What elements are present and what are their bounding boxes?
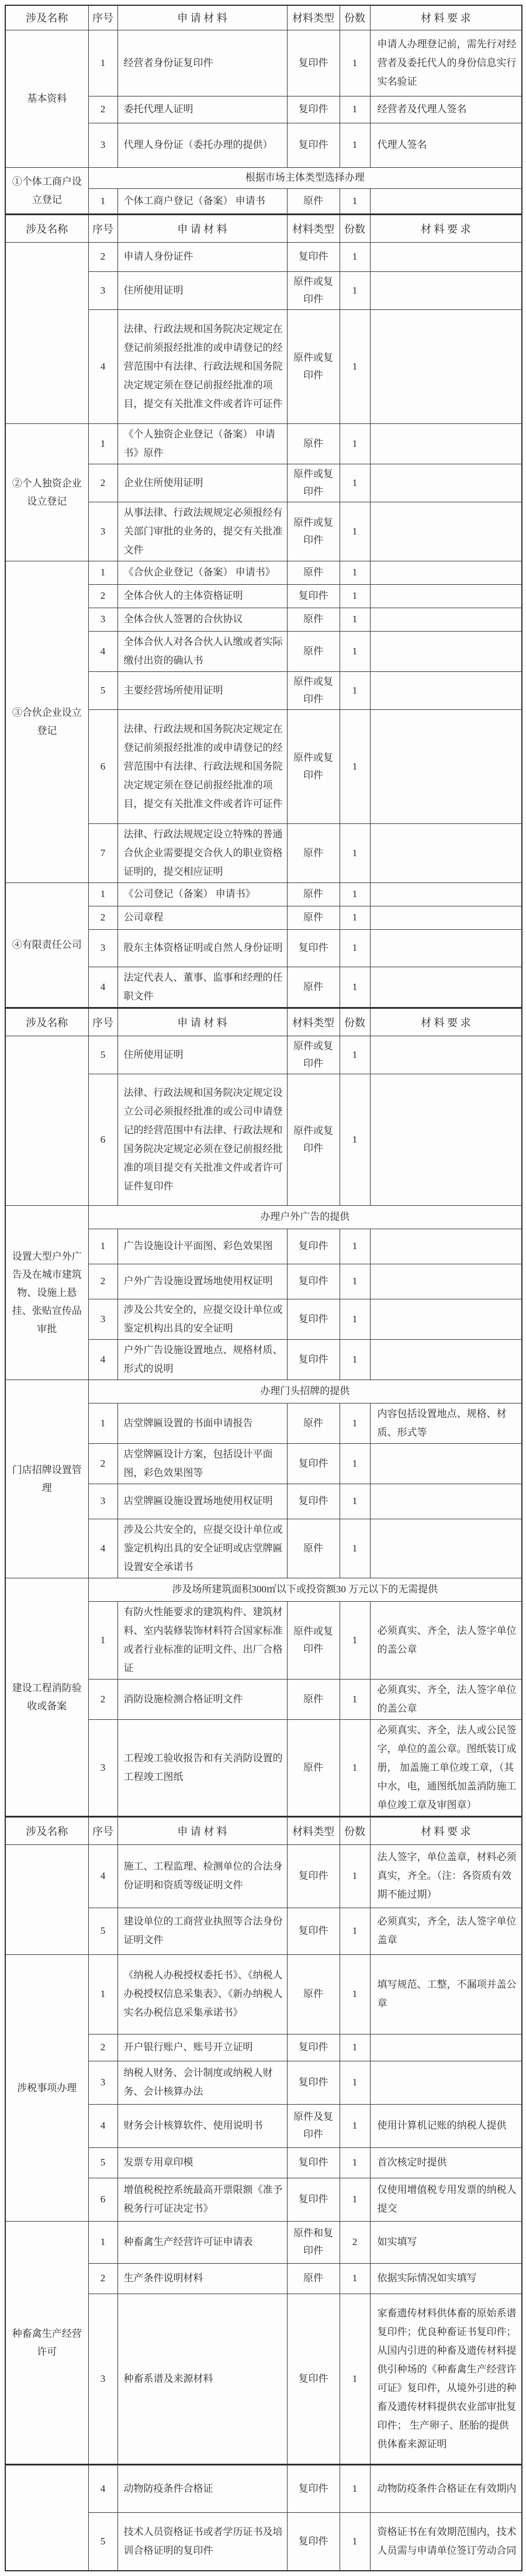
column-header-row	[5, 1816, 522, 1844]
seq-number-cell: 5	[88, 1036, 117, 1074]
requirement-cell	[370, 967, 522, 1008]
material-name-cell: 户外广告设施设置地点、规格材质、形式的说明	[117, 1339, 287, 1380]
requirement-cell: 申请人办理登记前，需先行对经营者及委托代人的身份信息实行实名验证	[370, 30, 522, 96]
column-header-5: 份数	[340, 1816, 370, 1844]
seq-number-cell: 3	[88, 502, 117, 561]
requirement-cell: 填写规范、工整，不漏项并盖公章	[370, 1954, 522, 2034]
material-row	[5, 30, 522, 96]
requirement-cell: 动物防疫条件合格证在有效期内	[370, 2464, 522, 2512]
column-header-5: 份数	[340, 214, 370, 242]
requirement-cell	[370, 188, 522, 214]
requirement-cell	[370, 561, 522, 584]
requirement-cell: 使用计算机记账的纳税人提供	[370, 2104, 522, 2147]
copies-cell: 1	[340, 502, 370, 561]
copies-cell: 1	[340, 709, 370, 823]
copies-cell: 1	[340, 929, 370, 967]
material-type-cell: 复印件	[287, 1844, 340, 1908]
material-type-cell: 复印件	[287, 30, 340, 96]
copies-cell: 1	[340, 1264, 370, 1299]
material-name-cell: 《个人独资企业登记（备案） 申请书》原件	[117, 423, 287, 464]
copies-cell: 1	[340, 1908, 370, 1954]
copies-cell: 1	[340, 123, 370, 167]
seq-number-cell: 2	[88, 1679, 117, 1719]
copies-cell: 1	[340, 2294, 370, 2464]
material-type-cell: 原件或复印件	[287, 1601, 340, 1679]
material-name-cell: 财务会计核算软件、使用说明书	[117, 2104, 287, 2147]
section-label	[5, 1036, 88, 1205]
seq-number-cell: 1	[88, 882, 117, 906]
material-name-cell: 经营者身份证复印件	[117, 30, 287, 96]
material-type-cell: 原件	[287, 967, 340, 1008]
material-name-cell: 企业住所使用证明	[117, 464, 287, 502]
material-type-cell: 原件	[287, 1403, 340, 1443]
material-type-cell: 原件或复印件	[287, 309, 340, 423]
requirement-cell	[370, 1229, 522, 1264]
seq-number-cell: 6	[88, 709, 117, 823]
material-type-cell: 原件	[287, 188, 340, 214]
material-name-cell: 户外广告设施设置场地使用权证明	[117, 1264, 287, 1299]
material-type-cell: 原件和复印件	[287, 2221, 340, 2263]
section-label: 门店招牌设置管理	[5, 1380, 88, 1578]
seq-number-cell: 1	[88, 561, 117, 584]
seq-number-cell: 3	[88, 929, 117, 967]
material-row	[5, 242, 522, 271]
requirement-cell: 内容包括设置地点、规格、材质、形式等	[370, 1403, 522, 1443]
material-name-cell: 涉及公共安全的，应提交设计单位或鉴定机构出具的安全证明或店堂牌匾设置安全承诺书	[117, 1519, 287, 1578]
material-name-cell: 发票专用章印模	[117, 2147, 287, 2178]
requirement-cell	[370, 1299, 522, 1339]
seq-number-cell: 1	[88, 188, 117, 214]
material-name-cell: 有防火性能要求的建筑构件、建筑材料、室内装修装饰材料符合国家标准或者行业标准的证明文件、出厂合格证	[117, 1601, 287, 1679]
section-label: ②个人独资企业设立登记	[5, 423, 88, 561]
seq-number-cell: 1	[88, 1601, 117, 1679]
material-row	[5, 1954, 522, 2034]
column-header-row	[5, 5, 522, 30]
seq-number-cell: 1	[88, 30, 117, 96]
requirement-cell: 依据实际情况如实填写	[370, 2263, 522, 2294]
material-type-cell: 复印件	[287, 1443, 340, 1484]
column-header-2: 序号	[88, 214, 117, 242]
material-name-cell: 委托代理人证明	[117, 96, 287, 123]
requirement-cell	[370, 271, 522, 309]
material-name-cell: 个体工商户登记（备案） 申请书	[117, 188, 287, 214]
material-row	[5, 1036, 522, 1074]
copies-cell: 1	[340, 1229, 370, 1264]
copies-cell: 1	[340, 671, 370, 709]
copies-cell: 1	[340, 423, 370, 464]
materials-table	[5, 5, 522, 2571]
section-label: 基本资料	[5, 30, 88, 167]
copies-cell: 1	[340, 2147, 370, 2178]
material-type-cell: 复印件	[287, 2034, 340, 2061]
seq-number-cell: 1	[88, 1229, 117, 1264]
section-note: 根据市场主体类型选择办理	[88, 167, 522, 188]
copies-cell: 1	[340, 1339, 370, 1380]
column-header-3: 申 请 材 料	[117, 5, 287, 30]
material-name-cell: 全体合伙人的主体资格证明	[117, 584, 287, 608]
requirement-cell: 必须真实，齐全，法人签字单位盖章	[370, 1908, 522, 1954]
copies-cell: 1	[340, 1719, 370, 1816]
seq-number-cell: 2	[88, 2034, 117, 2061]
requirement-cell	[370, 464, 522, 502]
seq-number-cell: 1	[88, 1954, 117, 2034]
seq-number-cell: 2	[88, 906, 117, 929]
column-header-6: 材 料 要 求	[370, 1816, 522, 1844]
section-label: ③合伙企业设立登记	[5, 561, 88, 882]
material-type-cell: 原件或复印件	[287, 1074, 340, 1205]
requirement-cell: 仅使用增值税专用发票的纳税人提交	[370, 2178, 522, 2221]
seq-number-cell: 3	[88, 1484, 117, 1519]
requirement-cell	[370, 1339, 522, 1380]
material-name-cell: 从事法律、行政法规规定必须报经有关部门审批的业务的，提交有关批准文件	[117, 502, 287, 561]
material-name-cell: 住所使用证明	[117, 1036, 287, 1074]
material-name-cell: 建设单位的工商营业执照等合法身份证明文件	[117, 1908, 287, 1954]
material-name-cell: 技术人员资格证书或者学历证书及培训合格证明的复印件	[117, 2512, 287, 2571]
seq-number-cell: 3	[88, 2061, 117, 2104]
material-name-cell: 种畜禽生产经营许可证申请表	[117, 2221, 287, 2263]
material-name-cell: 增值税税控系统最高开票限额《准予税务行可证决定书》	[117, 2178, 287, 2221]
requirement-cell: 必须真实、齐全，法人签字单位的盖公章	[370, 1679, 522, 1719]
material-name-cell: 法定代表人、董事、监事和经理的任职文件	[117, 967, 287, 1008]
material-row	[5, 423, 522, 464]
column-header-4: 材料类型	[287, 1816, 340, 1844]
seq-number-cell: 3	[88, 123, 117, 167]
seq-number-cell: 3	[88, 2294, 117, 2464]
seq-number-cell: 4	[88, 967, 117, 1008]
copies-cell: 1	[340, 584, 370, 608]
requirement-cell: 经营者及代理人签名	[370, 96, 522, 123]
column-header-6: 材 料 要 求	[370, 1008, 522, 1036]
section-label: 种畜禽生产经营许可	[5, 2221, 88, 2464]
seq-number-cell: 1	[88, 423, 117, 464]
copies-cell: 1	[340, 2464, 370, 2512]
column-header-5: 份数	[340, 1008, 370, 1036]
requirement-cell	[370, 1443, 522, 1484]
copies-cell: 1	[340, 188, 370, 214]
material-type-cell: 原件及复印件	[287, 2104, 340, 2147]
material-type-cell: 原件或复印件	[287, 671, 340, 709]
seq-number-cell: 5	[88, 1908, 117, 1954]
material-row	[5, 882, 522, 906]
seq-number-cell: 1	[88, 1403, 117, 1443]
column-header-5: 份数	[340, 5, 370, 30]
section-note: 办理户外广告的提供	[88, 1205, 522, 1229]
seq-number-cell: 5	[88, 2147, 117, 2178]
seq-number-cell: 2	[88, 1264, 117, 1299]
section-label: ①个体工商户设立登记	[5, 167, 88, 214]
material-name-cell: 法律、行政法规规定设立特殊的普通合伙企业需要提交合伙人的职业资格证明的，提交相应证明	[117, 823, 287, 882]
material-type-cell: 复印件	[287, 1229, 340, 1264]
material-type-cell: 原件或复印件	[287, 1036, 340, 1074]
section-label	[5, 242, 88, 423]
seq-number-cell: 4	[88, 1844, 117, 1908]
material-type-cell: 原件	[287, 608, 340, 631]
column-header-1: 涉及名称	[5, 5, 88, 30]
material-type-cell: 复印件	[287, 242, 340, 271]
requirement-cell	[370, 1036, 522, 1074]
seq-number-cell: 2	[88, 584, 117, 608]
column-header-4: 材料类型	[287, 214, 340, 242]
column-header-6: 材 料 要 求	[370, 214, 522, 242]
seq-number-cell: 1	[88, 2221, 117, 2263]
material-type-cell: 原件或复印件	[287, 709, 340, 823]
material-name-cell: 店堂牌匾设施设置场地使用权证明	[117, 1484, 287, 1519]
material-name-cell: 涉及公共安全的，应提交设计单位或鉴定机构出具的安全证明	[117, 1299, 287, 1339]
copies-cell: 1	[340, 1299, 370, 1339]
material-type-cell: 复印件	[287, 1484, 340, 1519]
copies-cell: 1	[340, 967, 370, 1008]
material-name-cell: 消防设施检测合格证明文件	[117, 1679, 287, 1719]
requirement-cell	[370, 709, 522, 823]
copies-cell: 1	[340, 1679, 370, 1719]
material-type-cell: 原件	[287, 561, 340, 584]
material-row	[5, 1844, 522, 1908]
material-name-cell: 纳税人财务、会计制度或纳税人财务、会计核算办法	[117, 2061, 287, 2104]
seq-number-cell: 4	[88, 2104, 117, 2147]
material-type-cell: 原件	[287, 1719, 340, 1816]
copies-cell: 1	[340, 30, 370, 96]
seq-number-cell: 3	[88, 1299, 117, 1339]
material-name-cell: 代理人身份证（委托办理的提供）	[117, 123, 287, 167]
materials-table-body	[5, 5, 522, 2571]
material-type-cell: 复印件	[287, 1299, 340, 1339]
material-name-cell: 《纳税人办税授权委托书》、《纳税人办税授权信息采集表》、《新办纳税人实名办税信息采集承诺书》	[117, 1954, 287, 2034]
material-type-cell: 复印件	[287, 123, 340, 167]
material-type-cell: 原件或复印件	[287, 464, 340, 502]
material-type-cell: 原件	[287, 423, 340, 464]
copies-cell: 1	[340, 2512, 370, 2571]
section-label: 设置大型户外广告及在城市建筑物、设施上悬挂、张贴宣传品审批	[5, 1205, 88, 1380]
copies-cell: 1	[340, 1074, 370, 1205]
seq-number-cell: 3	[88, 608, 117, 631]
requirement-cell	[370, 906, 522, 929]
material-name-cell: 住所使用证明	[117, 271, 287, 309]
material-type-cell: 复印件	[287, 1264, 340, 1299]
copies-cell: 1	[340, 1954, 370, 2034]
copies-cell: 1	[340, 823, 370, 882]
copies-cell: 1	[340, 1844, 370, 1908]
material-name-cell: 申请人身份证件	[117, 242, 287, 271]
material-name-cell: 店堂牌匾设计方案，包括设计平面图，彩色效果图等	[117, 1443, 287, 1484]
material-row	[5, 561, 522, 584]
seq-number-cell: 2	[88, 2263, 117, 2294]
material-name-cell: 法律、行政法规和国务院决定规定设立公司必须报经批准的或公司申请登记的经营范围中有法律、行政法规和国务院决定规定必须在登记前报经批准的项目提交有关批准文件或者许可证件复印件	[117, 1074, 287, 1205]
column-header-2: 序号	[88, 1816, 117, 1844]
section-note-row	[5, 167, 522, 188]
seq-number-cell: 6	[88, 2178, 117, 2221]
requirement-cell	[370, 1519, 522, 1578]
material-type-cell: 原件	[287, 631, 340, 671]
requirement-cell: 代理人签名	[370, 123, 522, 167]
material-type-cell: 复印件	[287, 2178, 340, 2221]
copies-cell: 1	[340, 1403, 370, 1443]
requirement-cell: 法人签字，单位盖章，材料必须真实，齐全。（注：各资质有效期不能过期）	[370, 1844, 522, 1908]
section-label: 建设工程消防验收或备案	[5, 1578, 88, 1816]
requirement-cell: 家畜遗传材料供体畜的原始系谱复印件；优良种畜证书复印件；从国内引进的种畜及遗传材料提供引种场的《种畜禽生产经营许可证》复印件，从境外引进的种畜及遗传材料提供农业部审批复印件； 生产卵子、胚胎的提供供体畜来源证明	[370, 2294, 522, 2464]
copies-cell: 1	[340, 906, 370, 929]
seq-number-cell: 3	[88, 271, 117, 309]
copies-cell: 1	[340, 608, 370, 631]
material-type-cell: 复印件	[287, 929, 340, 967]
material-name-cell: 生产条件说明材料	[117, 2263, 287, 2294]
column-header-3: 申 请 材 料	[117, 1008, 287, 1036]
copies-cell: 1	[340, 2034, 370, 2061]
column-header-2: 序号	[88, 5, 117, 30]
material-type-cell: 复印件	[287, 1339, 340, 1380]
section-note: 办理门头招牌的提供	[88, 1380, 522, 1403]
column-header-3: 申 请 材 料	[117, 1816, 287, 1844]
material-type-cell: 复印件	[287, 2061, 340, 2104]
seq-number-cell: 2	[88, 464, 117, 502]
material-name-cell: 动物防疫条件合格证	[117, 2464, 287, 2512]
requirement-cell: 如实填写	[370, 2221, 522, 2263]
copies-cell: 1	[340, 2061, 370, 2104]
copies-cell: 1	[340, 631, 370, 671]
material-type-cell: 原件	[287, 882, 340, 906]
material-name-cell: 《公司登记（备案） 申请书》	[117, 882, 287, 906]
material-type-cell: 原件	[287, 1519, 340, 1578]
section-note-row	[5, 1380, 522, 1403]
material-name-cell: 开户银行账户、账号开立证明	[117, 2034, 287, 2061]
copies-cell: 1	[340, 1443, 370, 1484]
column-header-1: 涉及名称	[5, 1816, 88, 1844]
requirement-cell	[370, 608, 522, 631]
requirement-cell	[370, 823, 522, 882]
material-type-cell: 复印件	[287, 584, 340, 608]
copies-cell: 1	[340, 2263, 370, 2294]
material-name-cell: 广告设施设计平面图、彩色效果图	[117, 1229, 287, 1264]
requirement-cell	[370, 882, 522, 906]
material-type-cell: 原件或复印件	[287, 271, 340, 309]
copies-cell: 1	[340, 1036, 370, 1074]
seq-number-cell: 3	[88, 1719, 117, 1816]
seq-number-cell: 4	[88, 2464, 117, 2512]
seq-number-cell: 4	[88, 1339, 117, 1380]
requirement-cell	[370, 2034, 522, 2061]
material-name-cell: 法律、行政法规和国务院决定规定在登记前须报经批准的或申请登记的经营范围中有法律、行政法规和国务院决定规定须在登记前报经批准的项目，提交有关批准文件或者许可证件	[117, 309, 287, 423]
seq-number-cell: 4	[88, 1519, 117, 1578]
seq-number-cell: 2	[88, 242, 117, 271]
copies-cell: 2	[340, 2221, 370, 2263]
section-note: 涉及场所建筑面积300㎡以下或投资额30 万元以下的无需提供	[88, 1578, 522, 1601]
seq-number-cell: 5	[88, 671, 117, 709]
section-label	[5, 2464, 88, 2571]
section-note-row	[5, 1205, 522, 1229]
material-type-cell: 原件	[287, 1954, 340, 2034]
copies-cell: 1	[340, 1601, 370, 1679]
material-type-cell: 原件或复印件	[287, 502, 340, 561]
column-header-4: 材料类型	[287, 5, 340, 30]
requirement-cell	[370, 929, 522, 967]
material-type-cell: 复印件	[287, 2512, 340, 2571]
copies-cell: 1	[340, 242, 370, 271]
seq-number-cell: 4	[88, 309, 117, 423]
material-name-cell: 店堂牌匾设置的书面申请报告	[117, 1403, 287, 1443]
material-name-cell: 种畜系谱及来源材料	[117, 2294, 287, 2464]
column-header-3: 申 请 材 料	[117, 214, 287, 242]
material-name-cell: 公司章程	[117, 906, 287, 929]
requirement-cell	[370, 1074, 522, 1205]
requirement-cell	[370, 423, 522, 464]
material-name-cell: 主要经营场所使用证明	[117, 671, 287, 709]
section-label	[5, 1844, 88, 1954]
material-name-cell: 《合伙企业登记（备案） 申请书》	[117, 561, 287, 584]
requirement-cell	[370, 671, 522, 709]
material-type-cell: 复印件	[287, 2464, 340, 2512]
material-type-cell: 原件	[287, 1679, 340, 1719]
seq-number-cell: 4	[88, 631, 117, 671]
material-name-cell: 全体合伙人对各合伙人认缴或者实际缴付出资的确认书	[117, 631, 287, 671]
requirement-cell: 资格证书在有效期范围内，技术人员需与申请单位签订劳动合同	[370, 2512, 522, 2571]
seq-number-cell: 6	[88, 1074, 117, 1205]
copies-cell: 1	[340, 96, 370, 123]
column-header-6: 材 料 要 求	[370, 5, 522, 30]
section-label: 涉税事项办理	[5, 1954, 88, 2221]
copies-cell: 1	[340, 882, 370, 906]
material-name-cell: 全体合伙人签署的合伙协议	[117, 608, 287, 631]
seq-number-cell: 2	[88, 1443, 117, 1484]
material-name-cell: 施工、工程监理、检测单位的合法身份证明和资质等级证明文件	[117, 1844, 287, 1908]
material-type-cell: 复印件	[287, 1908, 340, 1954]
copies-cell: 1	[340, 271, 370, 309]
section-note-row	[5, 1578, 522, 1601]
copies-cell: 1	[340, 1519, 370, 1578]
requirement-cell	[370, 502, 522, 561]
copies-cell: 1	[340, 464, 370, 502]
copies-cell: 1	[340, 309, 370, 423]
requirement-cell	[370, 631, 522, 671]
copies-cell: 1	[340, 1484, 370, 1519]
column-header-4: 材料类型	[287, 1008, 340, 1036]
column-header-2: 序号	[88, 1008, 117, 1036]
requirement-cell: 必须真实、齐全，法人或公民签字，单位的盖公章。图纸装订成册， 加盖施工单位竣工章，（其中水，电，通图纸加盖消防施工单位竣工章及审图章）	[370, 1719, 522, 1816]
requirement-cell	[370, 1264, 522, 1299]
requirement-cell: 必须真实、齐全，法人签字单位的盖公章	[370, 1601, 522, 1679]
material-type-cell: 原件	[287, 2263, 340, 2294]
material-type-cell: 复印件	[287, 96, 340, 123]
seq-number-cell: 2	[88, 96, 117, 123]
requirement-cell	[370, 242, 522, 271]
seq-number-cell: 5	[88, 2512, 117, 2571]
requirement-cell	[370, 2061, 522, 2104]
column-header-row	[5, 1008, 522, 1036]
requirement-cell	[370, 309, 522, 423]
material-name-cell: 股东主体资格证明或自然人身份证明	[117, 929, 287, 967]
material-name-cell: 法律、行政法规和国务院决定规定在登记前须报经批准的或申请登记的经营范围中有法律、行政法规和国务院决定规定须在登记前报经批准的项目，提交有关批准文件或者许可证件	[117, 709, 287, 823]
material-row	[5, 2221, 522, 2263]
requirement-cell: 首次核定时提供	[370, 2147, 522, 2178]
section-label: ④有限责任公司	[5, 882, 88, 1008]
copies-cell: 1	[340, 561, 370, 584]
material-type-cell: 原件	[287, 906, 340, 929]
material-type-cell: 原件	[287, 823, 340, 882]
seq-number-cell: 7	[88, 823, 117, 882]
column-header-1: 涉及名称	[5, 214, 88, 242]
material-name-cell: 工程竣工验收报告和有关消防设置的工程竣工图纸	[117, 1719, 287, 1816]
copies-cell: 1	[340, 2178, 370, 2221]
column-header-1: 涉及名称	[5, 1008, 88, 1036]
material-type-cell: 复印件	[287, 2294, 340, 2464]
column-header-row	[5, 214, 522, 242]
requirement-cell	[370, 1484, 522, 1519]
requirement-cell	[370, 584, 522, 608]
copies-cell: 1	[340, 2104, 370, 2147]
material-type-cell: 复印件	[287, 2147, 340, 2178]
